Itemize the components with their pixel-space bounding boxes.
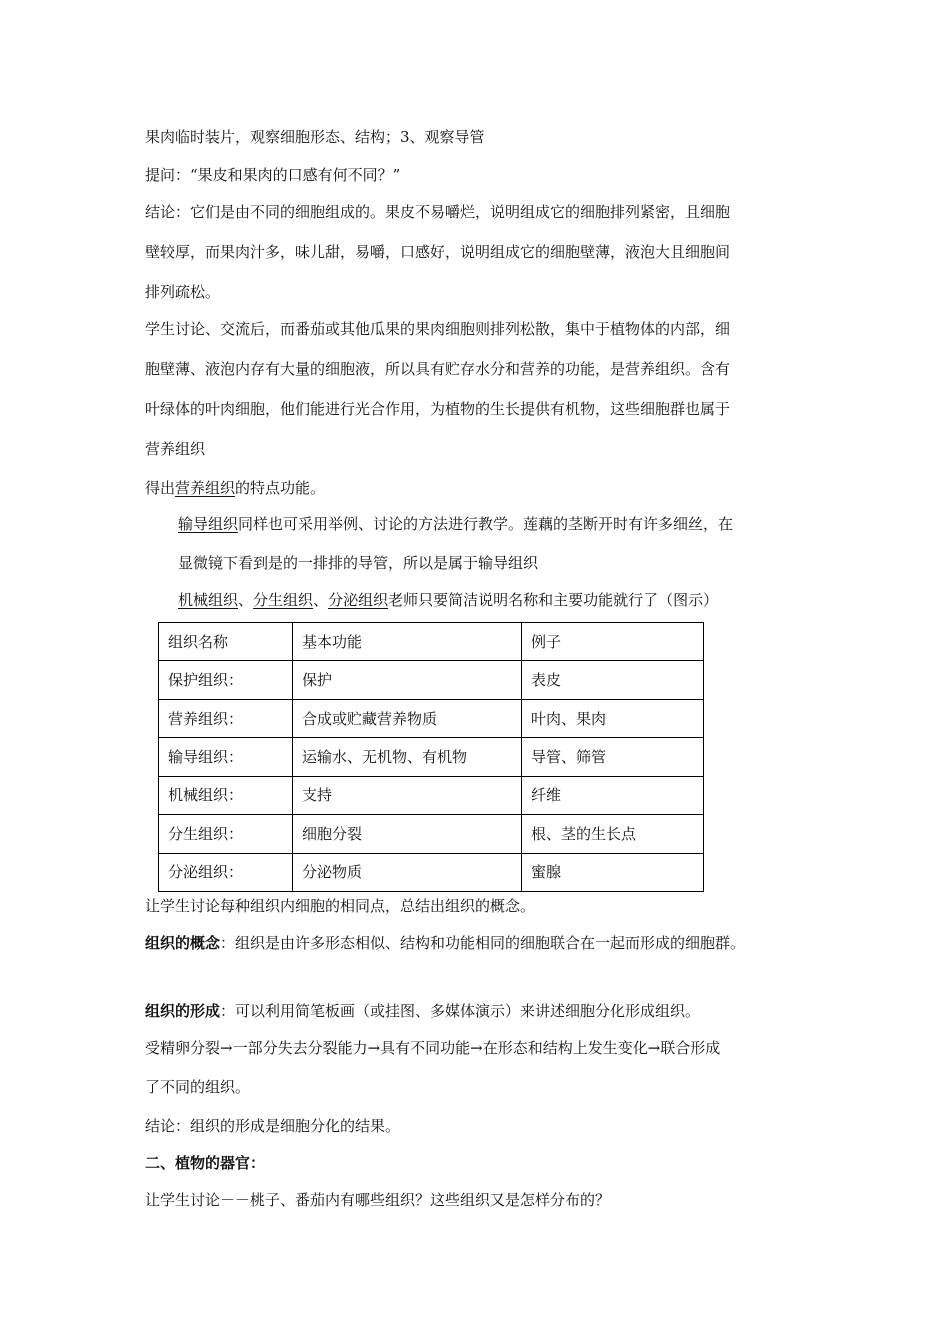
section-heading: 二、植物的器官：: [145, 1154, 266, 1172]
table-cell: 输导组织：: [159, 738, 293, 776]
table-cell: 表皮: [522, 661, 704, 699]
table-cell: 保护组织：: [159, 661, 293, 699]
table-row: [159, 738, 704, 776]
paragraph-line: 排列疏松。: [145, 283, 221, 301]
table-cell: 机械组织：: [159, 776, 293, 814]
table-cell: 保护: [293, 661, 522, 699]
table-row: [159, 699, 704, 737]
table-header: 例子: [522, 623, 704, 661]
paragraph-line: 受精卵分裂→一部分失去分裂能力→具有不同功能→在形态和结构上发生变化→联合形成: [145, 1039, 721, 1057]
underlined-term: 分生组织: [253, 591, 314, 609]
table-cell: 运输水、无机物、有机物: [293, 738, 522, 776]
paragraph-line: 胞壁薄、液泡内存有大量的细胞液，所以具有贮存水分和营养的功能，是营养组织。含有: [145, 360, 731, 378]
table-cell: 纤维: [522, 776, 704, 814]
paragraph-line: [178, 514, 733, 534]
paragraph-line: 果肉临时装片，观察细胞形态、结构；3、观察导管: [145, 128, 485, 146]
text-span: 的特点功能。: [235, 479, 326, 497]
table-cell: 导管、筛管: [522, 738, 704, 776]
table-cell: 叶肉、果肉: [522, 699, 704, 737]
paragraph-line: 让学生讨论每种组织内细胞的相同点，总结出组织的概念。: [145, 897, 536, 915]
table-cell: 蜜腺: [522, 853, 704, 891]
paragraph-line: 叶绿体的叶肉细胞，他们能进行光合作用，为植物的生长提供有机物，这些细胞群也属于: [145, 400, 731, 418]
text-span: ：组织是由许多形态相似、结构和功能相同的细胞联合在一起而形成的细胞群。: [220, 934, 746, 952]
paragraph-line: [145, 933, 745, 953]
paragraph-line: 了不同的组织。: [145, 1078, 251, 1096]
paragraph-line: [178, 590, 718, 610]
paragraph-line: 壁较厚，而果肉汁多，味儿甜，易嚼，口感好，说明组成它的细胞壁薄，液泡大且细胞间: [145, 243, 731, 261]
text-span: 老师只要简洁说明名称和主要功能就行了（图示）: [388, 591, 719, 609]
table-cell: 营养组织：: [159, 699, 293, 737]
underlined-term: 分泌组织: [328, 591, 389, 609]
paragraph-line: 结论：组织的形成是细胞分化的结果。: [145, 1117, 401, 1135]
paragraph-line: [145, 1001, 700, 1021]
table-cell: 合成或贮藏营养物质: [293, 699, 522, 737]
paragraph-line: 让学生讨论－－桃子、番茄内有哪些组织？这些组织又是怎样分布的？: [145, 1191, 611, 1209]
paragraph-line: 提问：“果皮和果肉的口感有何不同？”: [145, 166, 401, 184]
table-row: [159, 661, 704, 699]
table-cell: 根、茎的生长点: [522, 815, 704, 853]
table-header: 基本功能: [293, 623, 522, 661]
text-span: 、: [313, 591, 329, 609]
table-cell: 分泌物质: [293, 853, 522, 891]
text-span: ：可以利用简笔板画（或挂图、多媒体演示）来讲述细胞分化形成组织。: [220, 1002, 701, 1020]
bold-term: 组织的形成: [145, 1002, 221, 1020]
underlined-term: 机械组织: [178, 591, 239, 609]
table-cell: 分泌组织：: [159, 853, 293, 891]
paragraph-line: 营养组织: [145, 440, 206, 458]
text-span: 同样也可采用举例、讨论的方法进行教学。莲藕的茎断开时有许多细丝，在: [238, 515, 734, 533]
underlined-term: 输导组织: [178, 515, 239, 533]
table-cell: 支持: [293, 776, 522, 814]
paragraph-line: [145, 478, 325, 498]
paragraph-line: 结论：它们是由不同的细胞组成的。果皮不易嚼烂，说明组成它的细胞排列紧密，且细胞: [145, 203, 731, 221]
paragraph-line: 显微镜下看到是的一排排的导管，所以是属于输导组织: [178, 554, 539, 572]
table-cell: 分生组织：: [159, 815, 293, 853]
table-row: [159, 776, 704, 814]
bold-term: 组织的概念: [145, 934, 221, 952]
table-row: [159, 815, 704, 853]
table-cell: 细胞分裂: [293, 815, 522, 853]
table-header-row: [159, 623, 704, 661]
table-header: 组织名称: [159, 623, 293, 661]
table-row: [159, 853, 704, 891]
paragraph-line: 学生讨论、交流后，而番茄或其他瓜果的果肉细胞则排列松散，集中于植物体的内部，细: [145, 320, 731, 338]
tissue-table: [158, 622, 704, 892]
text-span: 得出: [145, 479, 176, 497]
underlined-term: 营养组织: [175, 479, 236, 497]
text-span: 、: [238, 591, 254, 609]
